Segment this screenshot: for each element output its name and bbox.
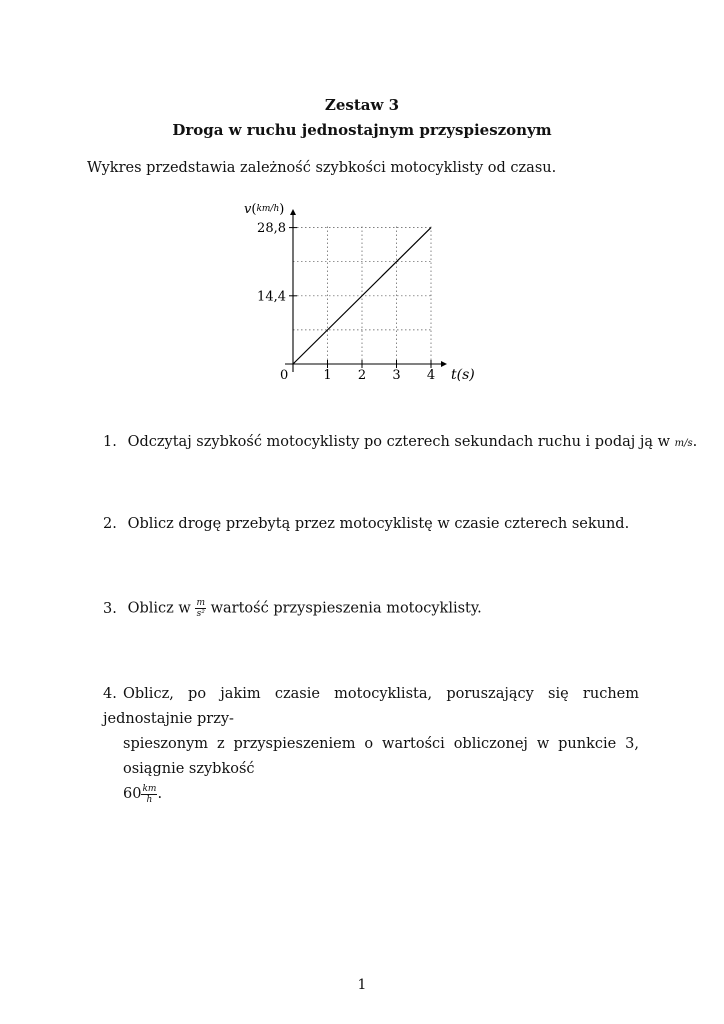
task-4: 4. Oblicz, po jakim czasie motocyklista, poruszający się ruchem jednostajnie przy- spieszonym z przyspieszeniem o wartości obliczonej w punkcie 3, osiągnie szybkość 60 $\frac{km}{h}$ . xyxy=(103,682,639,807)
unit-fraction: $\frac{m}{\text{s²}}$ xyxy=(196,598,205,619)
velocity-time-chart xyxy=(230,195,490,395)
task-text: wartość przyspieszenia motocyklisty. xyxy=(210,600,482,617)
unit-fraction: $\frac{km}{h}$ xyxy=(142,783,157,805)
y-tick-label: 28,8 xyxy=(257,221,286,237)
document-title: Zestaw 3 xyxy=(324,96,400,114)
task-text-line1: Oblicz, po jakim czasie motocyklista, poruszający się ruchem jednostajnie przy- xyxy=(103,686,639,727)
x-axis-arrow xyxy=(441,361,447,367)
task-number: 4. xyxy=(103,686,117,702)
intro-text: Wykres przedstawia zależność szybkości motocyklisty od czasu. xyxy=(87,160,557,176)
task-text: Oblicz drogę przebytą przez motocyklistę w czasie czterech sekund. xyxy=(127,516,630,532)
task-3 xyxy=(103,598,482,619)
y-axis-label: v(km/h) xyxy=(244,202,285,217)
task-number: 1. xyxy=(103,434,117,450)
unit-mps: m/s xyxy=(674,438,693,449)
chart-ticks xyxy=(257,221,435,383)
task-1: 1. Odczytaj szybkość motocyklisty po czterech sekundach ruchu i podaj ją w m/s. xyxy=(103,434,698,450)
task-number: 2. xyxy=(103,516,117,532)
x-tick-label: 3 xyxy=(392,368,401,383)
x-tick-label: 2 xyxy=(357,368,367,383)
x-tick-label: 1 xyxy=(323,368,332,383)
task-text: Odczytaj szybkość motocyklisty po czterech sekundach ruchu i podaj ją w xyxy=(127,434,671,450)
origin-label: 0 xyxy=(280,368,289,383)
y-axis-arrow xyxy=(290,209,296,215)
document-subtitle: Droga w ruchu jednostajnym przyspieszonym xyxy=(172,121,552,139)
page-number: 1 xyxy=(357,977,367,993)
x-axis-label: t(s) xyxy=(451,367,475,383)
x-tick-label: 4 xyxy=(426,368,436,383)
task-2 xyxy=(103,516,629,532)
task-value: 60 xyxy=(123,786,142,802)
task-number: 3. xyxy=(103,600,117,617)
task-text-line2: spieszonym z przyspieszeniem o wartości obliczonej w punkcie 3, osiągnie szybkość xyxy=(123,736,639,777)
y-tick-label: 14,4 xyxy=(257,289,286,305)
task-prefix: Oblicz w xyxy=(127,600,191,617)
